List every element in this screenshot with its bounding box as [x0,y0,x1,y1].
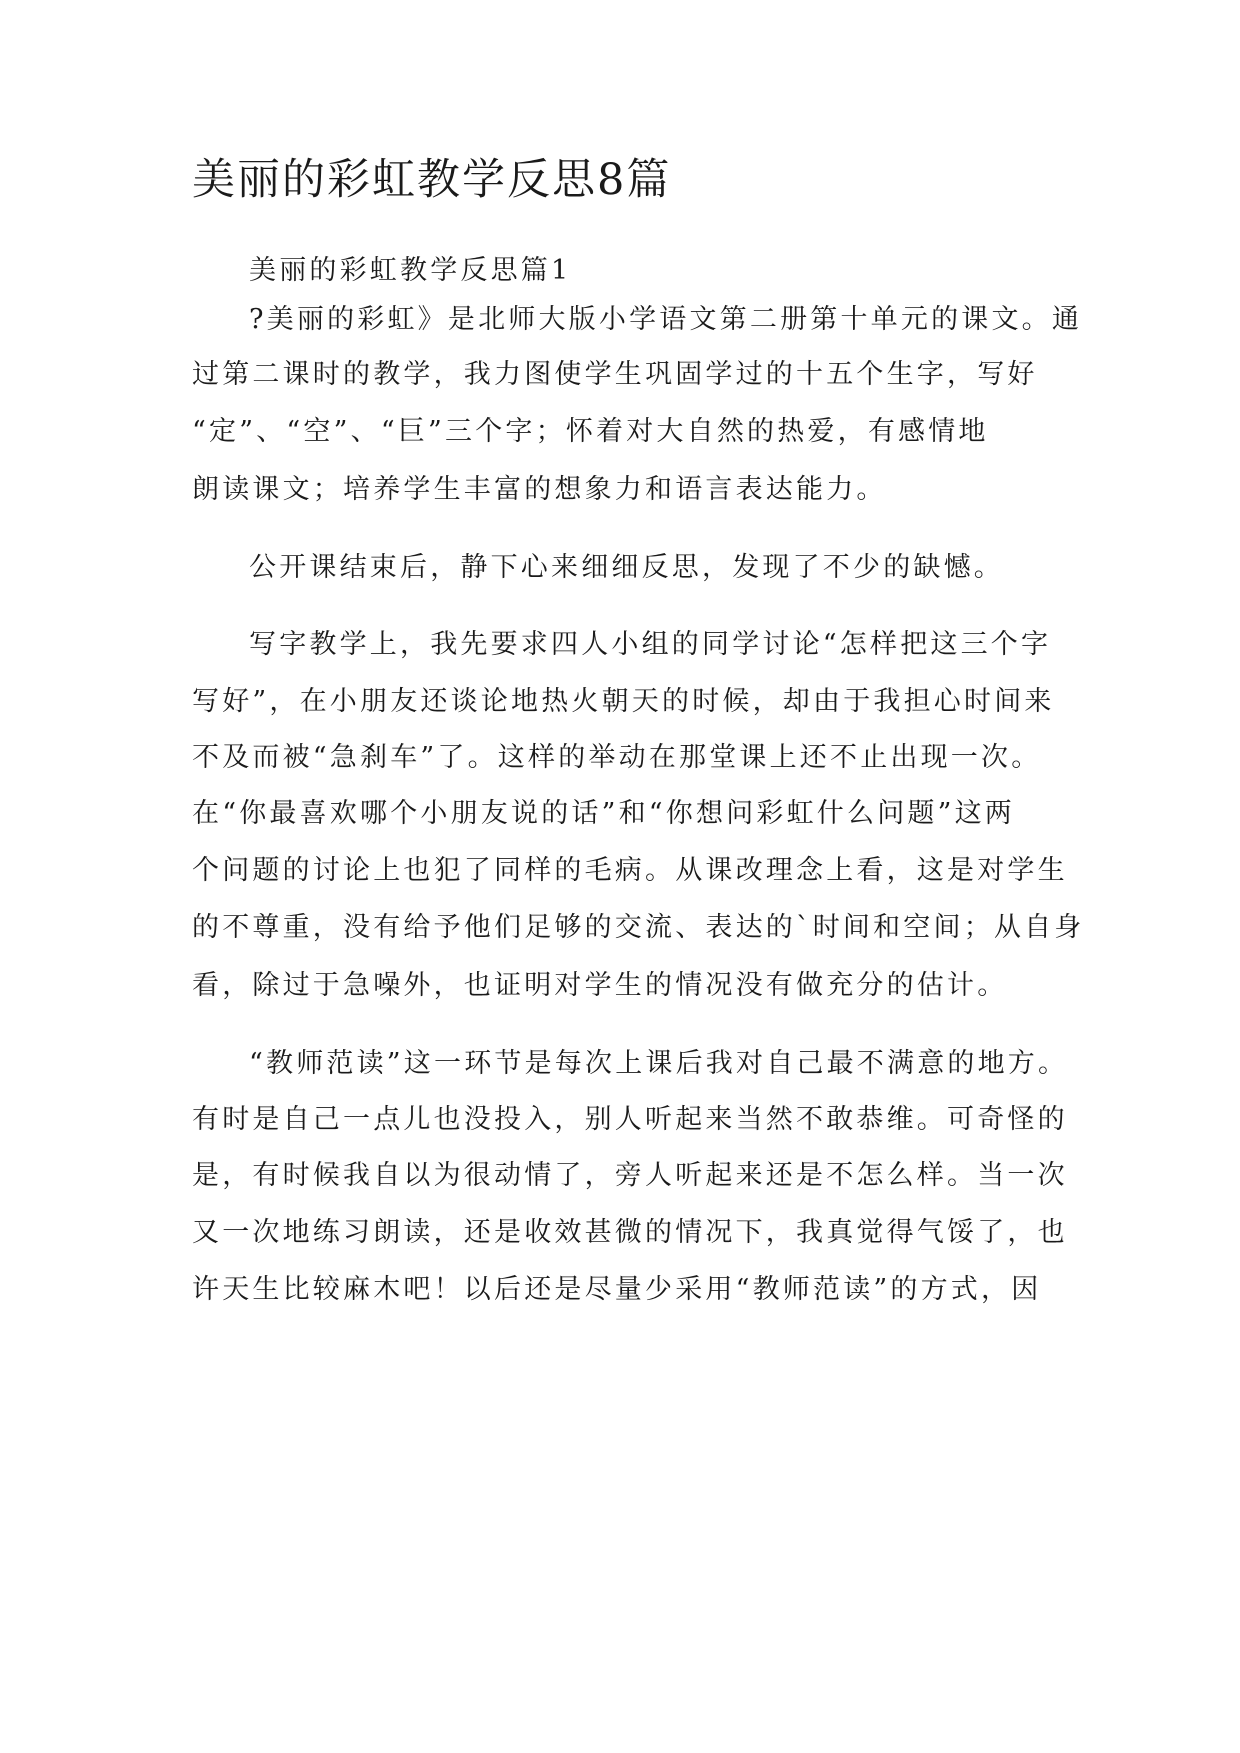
paragraph-line: 有时是自己一点儿也没投入，别人听起来当然不敢恭维。可奇怪的 [192,1104,1068,1135]
paragraph-line: 过第二课时的教学，我力图使学生巩固学过的十五个生字，写好 [192,359,1038,390]
paragraph-line: 写好”，在小朋友还谈论地热火朝天的时候，却由于我担心时间来 [192,686,1055,717]
paragraph-line: 个问题的讨论上也犯了同样的毛病。从课改理念上看，这是对学生 [192,855,1068,886]
paragraph-line: 许天生比较麻木吧！以后还是尽量少采用“教师范读”的方式，因 [192,1274,1042,1305]
paragraph-line: 是，有时候我自以为很动情了，旁人听起来还是不怎么样。当一次 [192,1160,1068,1191]
document-title: 美丽的彩虹教学反思8篇 [192,155,672,205]
paragraph-line: 朗读课文；培养学生丰富的想象力和语言表达能力。 [192,474,887,505]
paragraph-line: 不及而被“急刹车”了。这样的举动在那堂课上还不止出现一次。 [192,742,1042,773]
paragraph-line: 又一次地练习朗读，还是收效甚微的情况下，我真觉得气馁了，也 [192,1217,1068,1248]
paragraph-line: “定”、“空”、“巨”三个字；怀着对大自然的热爱，有感情地 [192,416,989,447]
paragraph-line: 的不尊重，没有给予他们足够的交流、表达的`时间和空间；从自身 [192,912,1085,943]
paragraph-line: “教师范读”这一环节是每次上课后我对自己最不满意的地方。 [249,1048,1069,1079]
section-heading: 美丽的彩虹教学反思篇1 [249,255,572,286]
paragraph-line: 在“你最喜欢哪个小朋友说的话”和“你想问彩虹什么问题”这两 [192,798,1016,829]
paragraph-line: 看，除过于急噪外，也证明对学生的情况没有做充分的估计。 [192,970,1008,1001]
paragraph-line: 写字教学上，我先要求四人小组的同学讨论“怎样把这三个字 [249,629,1052,660]
paragraph-line: ?美丽的彩虹》是北师大版小学语文第二册第十单元的课文。通 [249,304,1083,335]
paragraph-line: 公开课结束后，静下心来细细反思，发现了不少的缺憾。 [249,552,1004,583]
